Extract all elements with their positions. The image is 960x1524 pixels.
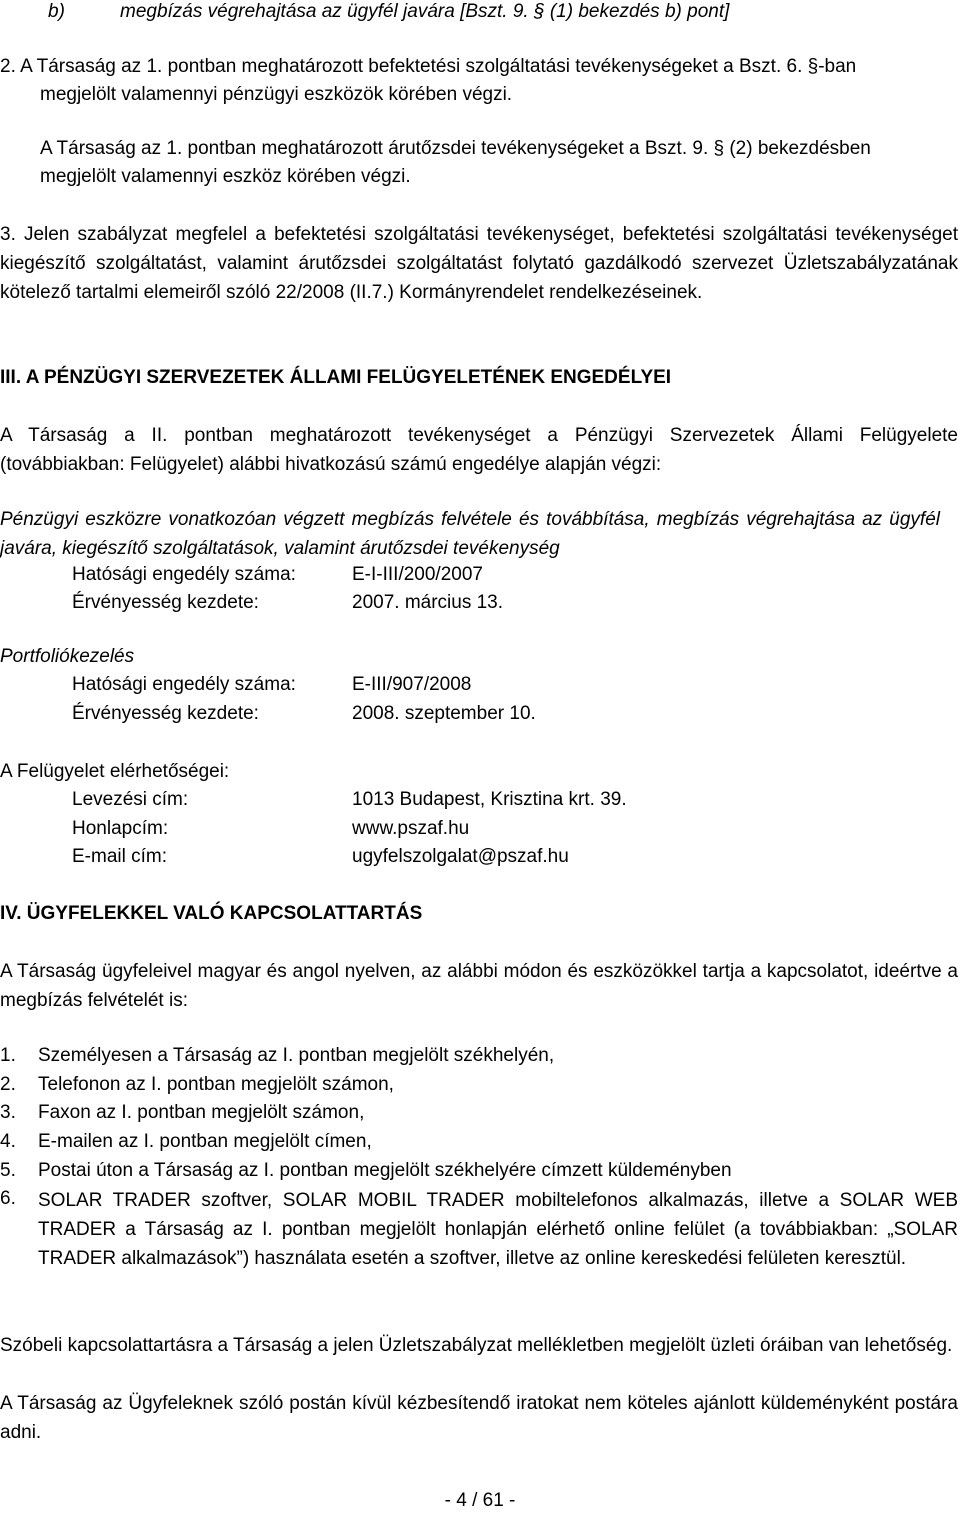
list-item-text: E-mailen az I. pontban megjelölt címen, [38,1131,372,1152]
list-item-number: 1. [0,1045,16,1066]
list-item [0,1043,555,1069]
list-item-text: Postai úton a Társaság az I. pontban megjelölt székhelyére címzett küldeményben [38,1160,732,1181]
list-item-number: 2. [0,1074,16,1095]
heading-section-iii: III. A PÉNZÜGYI SZERVEZETEK ÁLLAMI FELÜGYELETÉNEK ENGEDÉLYEI [0,367,672,388]
list-item-text: Személyesen a Társaság az I. pontban megjelölt székhelyén, [38,1045,555,1066]
list-item-number: 6. [0,1188,16,1209]
contact-web-label: Honlapcím: [72,818,169,839]
list-item [0,1100,365,1126]
list-item-text: SOLAR TRADER szoftver, SOLAR MOBIL TRADER mobiltelefonos alkalmazás, illetve a SOLAR WEB TRADER a Társaság az I. pontban megjelölt honlapján elérhető online felület (a továbbiakban: „SOLAR TRADER alkalmazások”) használata esetén a szoftver, illetve az online kereskedési felületen keresztül. [38,1190,958,1269]
section-2-para2-line-1: A Társaság az 1. pontban meghatározott árutőzsdei tevékenységeket a Bszt. 9. § (2) bekezdésben [40,138,871,159]
section-2-para2-line-2: megjelölt valamennyi eszköz körében végzi. [40,166,411,187]
page-number: - 4 / 61 - [444,1490,516,1511]
contact-web-link[interactable]: www.pszaf.hu [352,818,470,839]
list-item-text: megbízás végrehajtása az ügyfél javára [Bszt. 9. § (1) bekezdés b) pont] [120,1,730,22]
list-item-b [48,0,730,25]
license-2-number-value: E-III/907/2008 [352,674,472,695]
license-2-date-value: 2008. szeptember 10. [352,703,536,724]
license-2-date-label: Érvényesség kezdete: [72,703,259,724]
license-1-date-value: 2007. március 13. [352,592,504,613]
section-iii-intro: A Társaság a II. pontban meghatározott tevékenységet a Pénzügyi Szervezetek Állami Felügyelete (továbbiakban: Felügyelet) alábbi hivatkozású számú engedélye alapján végzi: [0,425,958,475]
oral-contact-paragraph: Szóbeli kapcsolattartásra a Társaság a jelen Üzletszabályzat mellékletben megjelölt üzleti óráiban van lehetőség. [0,1335,953,1356]
heading-section-iv: IV. ÜGYFELEKKEL VALÓ KAPCSOLATTARTÁS [0,903,423,924]
list-item [0,1158,732,1184]
license-2-title: Portfoliókezelés [0,646,135,667]
list-item-number: 5. [0,1160,16,1181]
list-item-text: Faxon az I. pontban megjelölt számon, [38,1102,365,1123]
contact-email-link[interactable]: ugyfelszolgalat@pszaf.hu [352,846,569,867]
contact-address-label: Levezési cím: [72,789,189,810]
license-1-number-label: Hatósági engedély száma: [72,564,296,585]
list-item-letter: b) [48,1,65,22]
license-1-date-label: Érvényesség kezdete: [72,592,259,613]
section-3-paragraph: 3. Jelen szabályzat megfelel a befektetési szolgáltatási tevékenységet, befektetési szolgáltatási tevékenységet kiegészítő szolgáltatást, valamint árutőzsdei szolgáltatást folytató gazdálkodó szervezet Üzletszabályzatának kötelező tartalmi elemeiről szóló 22/2008 (II.7.) Kormányrendelet rendelkezéseinek. [0,224,958,303]
contact-address-value: 1013 Budapest, Krisztina krt. 39. [352,789,627,810]
list-item-number: 4. [0,1131,16,1152]
list-item [0,1072,394,1098]
list-item-number: 3. [0,1102,16,1123]
section-iv-intro: A Társaság ügyfeleivel magyar és angol nyelven, az alábbi módon és eszközökkel tartja a kapcsolatot, ideértve a megbízás felvételét is: [0,961,958,1011]
license-2-number-label: Hatósági engedély száma: [72,674,296,695]
license-1-number-value: E-I-III/200/2007 [352,564,483,585]
list-item-text: Telefonon az I. pontban megjelölt számon, [38,1074,394,1095]
license-1-title: Pénzügyi eszközre vonatkozóan végzett megbízás felvétele és továbbítása, megbízás végrehajtása az ügyfél javára, kiegészítő szolgáltatások, valamint árutőzsdei tevékenység [0,509,940,559]
section-2-line-2: megjelölt valamennyi pénzügyi eszközök körében végzi. [40,84,513,105]
postal-paragraph: A Társaság az Ügyfeleknek szóló postán kívül kézbesítendő iratokat nem köteles ajánlott küldeményként postára adni. [0,1393,958,1443]
contacts-title: A Felügyelet elérhetőségei: [0,761,230,782]
section-2-line-1: 2. A Társaság az 1. pontban meghatározott befektetési szolgáltatási tevékenységeket a Bszt. 6. §-ban [0,56,857,77]
list-item [0,1129,372,1155]
contact-email-label: E-mail cím: [72,846,167,867]
